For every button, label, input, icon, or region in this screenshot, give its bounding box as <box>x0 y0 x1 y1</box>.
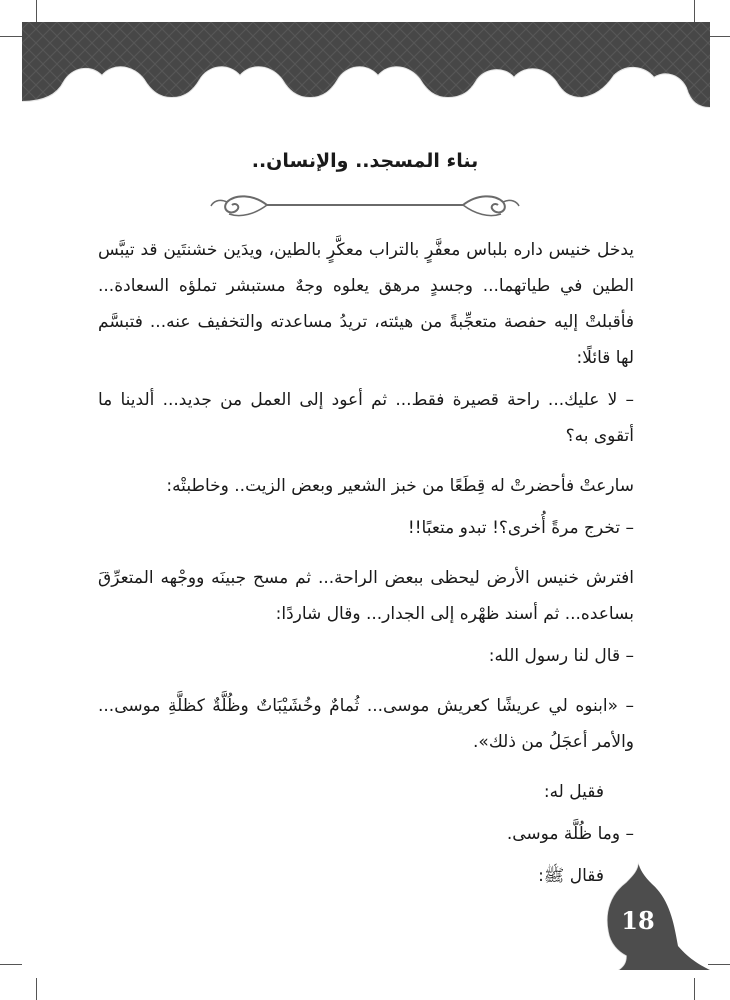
paragraph: افترش خنيس الأرض ليحظى ببعض الراحة... ثم مسح جبينَه ووجْهه المتعرِّقَ بساعده... ثم أسند ظهْره إلى الجدار... وقال شاردًا: <box>98 568 634 624</box>
dialogue-line: – قال لنا رسول الله: <box>488 646 634 666</box>
paragraph: فقال ﷺ: <box>538 866 604 886</box>
page-title: بناء المسجد.. والإنسان.. <box>251 150 479 172</box>
body-text <box>98 232 634 900</box>
crop-mark <box>708 36 730 37</box>
crop-mark <box>36 978 37 1000</box>
page-number: 18 <box>621 906 655 935</box>
crop-mark <box>708 964 730 965</box>
crop-mark <box>0 964 22 965</box>
dialogue-line: – تخرج مرةً أُخرى؟! تبدو متعبًا!! <box>407 518 634 538</box>
ornament-divider <box>205 188 525 222</box>
crop-mark <box>0 36 22 37</box>
paragraph: سارعتْ فأحضرتْ له قِطَعًا من خبز الشعير وبعض الزيت.. وخاطبتْه: <box>166 476 634 496</box>
paragraph: يدخل خنيس داره بلباس معفَّرٍ بالتراب معكَّرٍ بالطين، ويدَين خشنتَين قد تيبَّس الطين في طياتهما... وجسدٍ مرهق يعلوه وجهٌ مستبشر تملؤه السعادة... فأقبلتْ إليه حفصة متعجِّبةً من هيئته، تريدُ مساعدته والتخفيف عنه... فتبسَّم لها قائلًا: <box>98 240 634 368</box>
crop-mark <box>36 0 37 22</box>
dialogue-line: – وما ظُلَّة موسى. <box>506 824 634 844</box>
crop-mark <box>694 978 695 1000</box>
crop-mark <box>694 0 695 22</box>
paragraph: فقيل له: <box>543 782 604 802</box>
dialogue-line: – لا عليك... راحة قصيرة فقط... ثم أعود إلى العمل من جديد... ألدينا ما أتقوى به؟ <box>98 390 634 446</box>
hadith-quote: – «ابنوه لي عريشًا كعريش موسى... ثُمامٌ وخُشَيْبَاتٌ وظُلَّةٌ كظلَّةِ موسى... والأمر أعجَلُ من ذلك». <box>98 696 634 752</box>
header-arch-band <box>22 22 710 112</box>
